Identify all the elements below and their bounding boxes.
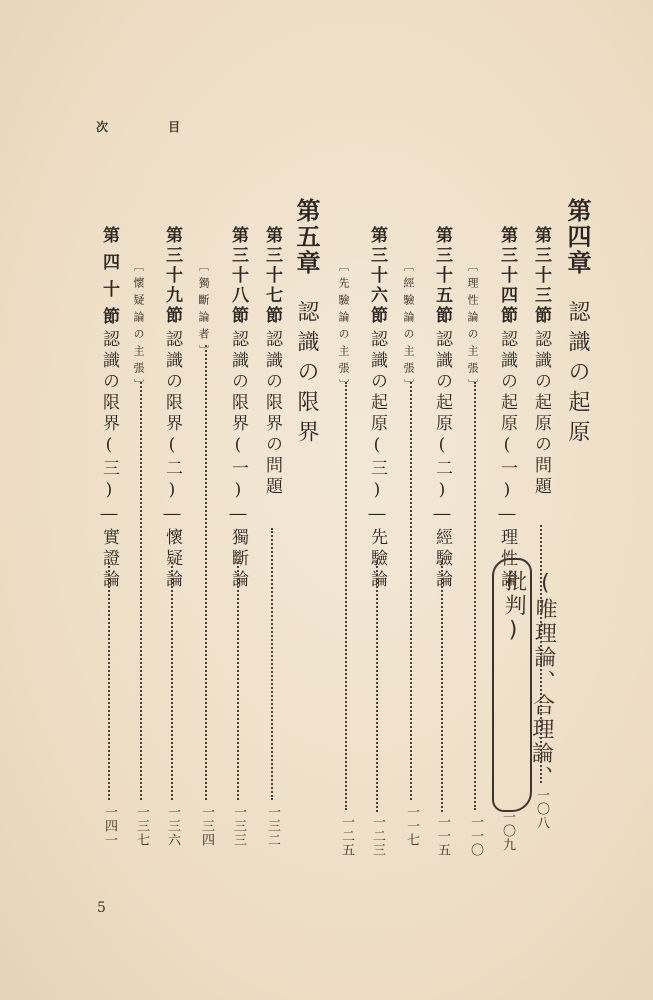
section-35-sub-page: 一一七 xyxy=(404,805,419,847)
chapter-4-title: 認識の起原 xyxy=(565,300,590,450)
section-39-sub-page: 一三七 xyxy=(134,805,149,847)
section-39-title: 認識の限界(二)―懷疑論 xyxy=(162,330,182,591)
toc-subentry-35 xyxy=(398,0,424,1000)
chapter-4-label: 第四章 xyxy=(563,198,592,276)
section-35-subtitle: 〔經驗論の主張〕 xyxy=(402,260,415,396)
section-33-page: 一〇八 xyxy=(534,788,549,830)
section-39-label: 第三十九節 xyxy=(162,226,182,326)
page-number: 5 xyxy=(97,900,106,916)
toc-subentry-38 xyxy=(193,0,219,1000)
toc-entry-35 xyxy=(429,0,455,1000)
section-36-sub-page: 一二五 xyxy=(339,815,354,857)
section-36-label: 第三十六節 xyxy=(367,226,387,326)
section-40-label: 第四十節 xyxy=(99,226,119,334)
section-38-page: 一三三 xyxy=(231,805,246,847)
leader-dots xyxy=(108,562,110,800)
section-34-subtitle: 〔理性論の主張〕 xyxy=(466,260,479,396)
handwritten-note-text: (唯理論、合理論、批判) xyxy=(500,569,559,790)
section-34-sub-page: 一一〇 xyxy=(468,815,483,857)
section-35-title: 認識の起原(二)―經驗論 xyxy=(432,330,452,591)
section-34-page: 一〇九 xyxy=(500,810,515,852)
leader-dots xyxy=(237,562,239,800)
toc-entry-34 xyxy=(494,0,520,1000)
section-40-page: 一四一 xyxy=(102,805,117,847)
toc-subentry-39 xyxy=(128,0,154,1000)
toc-entry-36 xyxy=(364,0,390,1000)
section-36-title: 認識の起原(三)―先驗論 xyxy=(367,330,387,591)
page-header: 次 目 xyxy=(96,120,209,134)
leader-dots xyxy=(410,382,412,800)
toc-subentry-34 xyxy=(462,0,488,1000)
leader-dots xyxy=(271,528,273,800)
section-37-page: 一三二 xyxy=(265,805,280,847)
toc-subentry-36 xyxy=(333,0,359,1000)
toc-entry-38 xyxy=(225,0,251,1000)
section-39-subtitle: 〔懷疑論の主張〕 xyxy=(132,260,145,396)
section-36-subtitle: 〔先驗論の主張〕 xyxy=(337,260,350,396)
section-33-title: 認識の起原の問題 xyxy=(531,330,551,498)
toc-entry-39 xyxy=(159,0,185,1000)
leader-dots xyxy=(171,562,173,800)
section-35-label: 第三十五節 xyxy=(432,226,452,326)
chapter-5-label: 第五章 xyxy=(292,198,321,276)
section-38-subtitle: 〔獨斷論者〕 xyxy=(197,260,210,362)
section-38-label: 第三十八節 xyxy=(228,226,248,326)
section-38-sub-page: 一三四 xyxy=(199,805,214,847)
leader-dots xyxy=(474,382,476,810)
chapter-5-title: 認識の限界 xyxy=(294,300,319,450)
section-36-page: 一二三 xyxy=(370,815,385,857)
section-39-page: 一三六 xyxy=(165,805,180,847)
leader-dots xyxy=(205,345,207,800)
section-40-title: 認識の限界(三)―實證論 xyxy=(99,330,119,591)
section-38-title: 認識の限界(一)―獨斷論 xyxy=(228,330,248,591)
section-37-title: 認識の限界の問題 xyxy=(262,330,282,498)
section-33-label: 第三十三節 xyxy=(531,226,551,326)
toc-entry-33 xyxy=(528,0,554,1000)
section-34-title: 認識の起原(一)―理性論 xyxy=(497,330,517,591)
section-35-page: 一一五 xyxy=(435,815,450,857)
chapter-4-heading xyxy=(562,0,592,1000)
leader-dots xyxy=(345,382,347,810)
section-34-label: 第三十四節 xyxy=(497,226,517,326)
leader-dots xyxy=(441,562,443,812)
leader-dots xyxy=(376,562,378,812)
chapter-5-heading xyxy=(291,0,321,1000)
leader-dots xyxy=(140,382,142,800)
section-37-label: 第三十七節 xyxy=(262,226,282,326)
toc-entry-40 xyxy=(96,0,122,1000)
toc-entry-37 xyxy=(259,0,285,1000)
